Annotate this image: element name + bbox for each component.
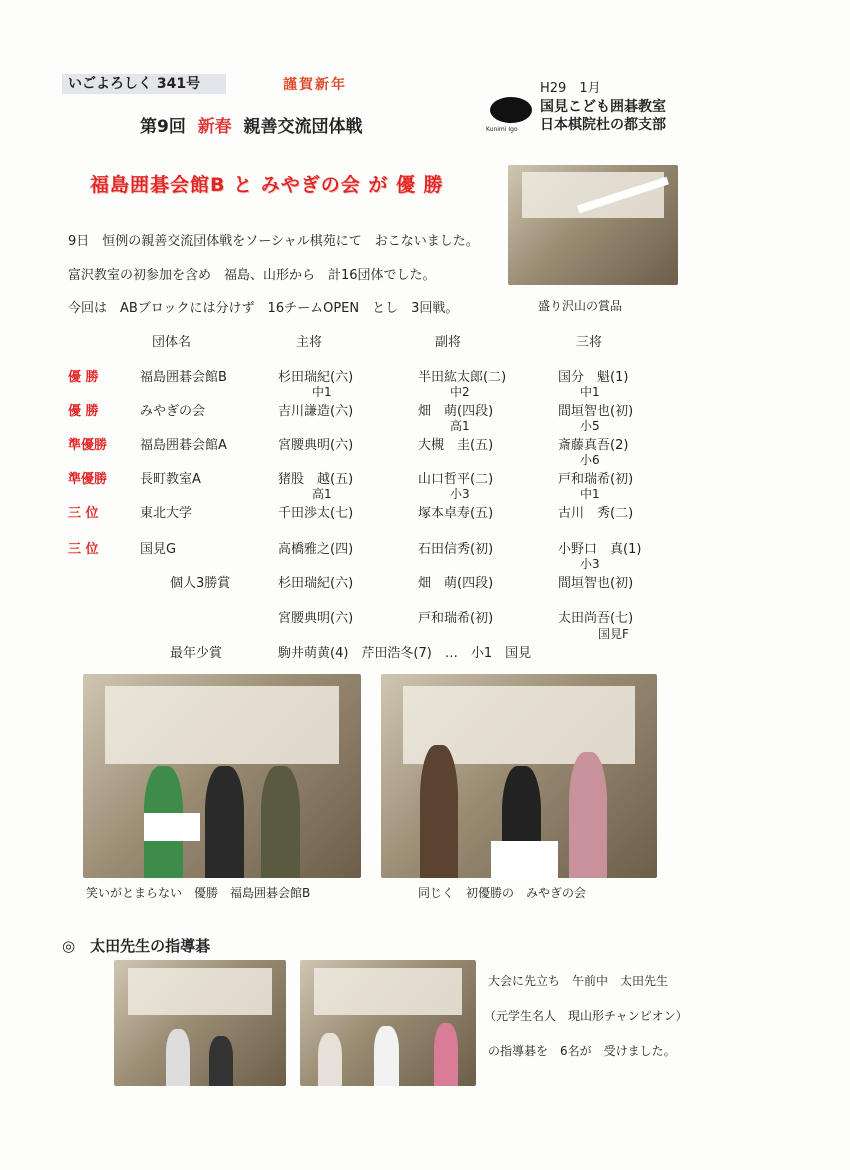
third-grade: 小5 (580, 419, 600, 433)
teaching-line-2: （元学生名人 現山形チャンピオン） (484, 1009, 688, 1023)
third-player: 小野口 真(1) (558, 542, 642, 557)
captain: 高橋雅之(四) (278, 542, 354, 557)
team-name: 長町教室A (140, 472, 201, 487)
third-player: 斎藤真吾(2) (558, 438, 629, 453)
issue-label: いごよろしく 341号 (62, 74, 226, 94)
intro-line-1: 9日 恒例の親善交流団体戦をソーシャル棋苑にて おこないました。 (68, 234, 479, 249)
greeting: 謹賀新年 (283, 77, 347, 93)
captain-grade: 高1 (312, 487, 332, 501)
header-third: 三将 (576, 335, 603, 350)
captain-grade: 中1 (312, 385, 332, 399)
vice-captain: 石田信秀(初) (418, 542, 494, 557)
section-title: ◎ 太田先生の指導碁 (62, 937, 211, 955)
third-grade: 中1 (580, 487, 600, 501)
captain: 千田渉太(七) (278, 506, 354, 521)
captain: 猪股 越(五) (278, 472, 354, 487)
individual-note: 国見F (598, 627, 629, 641)
winners-photo-fukushima (83, 674, 361, 878)
third-grade: 中1 (580, 385, 600, 399)
title-post: 親善交流団体戦 (243, 117, 363, 137)
header-vice: 副将 (435, 335, 462, 350)
prizes-caption: 盛り沢山の賞品 (538, 299, 623, 313)
vice-captain: 畑 萌(四段) (418, 404, 494, 419)
rank-label: 優 勝 (68, 404, 99, 419)
rank-label: 三 位 (68, 506, 99, 521)
club-name-2: 日本棋院杜の都支部 (540, 117, 666, 133)
date: H29 1月 (540, 81, 601, 96)
page-title (140, 112, 363, 137)
team-name: 福島囲碁会館B (140, 370, 227, 385)
youngest-award-text: 駒井萌黄(4) 芹田浩冬(7) … 小1 国見 (278, 646, 532, 661)
individual-award-label: 個人3勝賞 (170, 576, 231, 591)
vice-grade: 高1 (450, 419, 470, 433)
rank-label: 三 位 (68, 542, 99, 557)
third-player: 戸和瑞希(初) (558, 472, 634, 487)
teaching-photo-1 (114, 960, 286, 1086)
teaching-line-3: の指導碁を 6名が 受けました。 (488, 1044, 676, 1058)
header-team: 団体名 (152, 335, 192, 350)
kunimi-logo (490, 97, 532, 123)
captain: 宮腰典明(六) (278, 438, 354, 453)
third-grade: 小3 (580, 557, 600, 571)
vice-captain: 大槻 圭(五) (418, 438, 494, 453)
winners-photo-miyagi (381, 674, 657, 878)
vice-captain: 塚本卓寿(五) (418, 506, 494, 521)
individual-vice: 戸和瑞希(初) (418, 611, 494, 626)
rank-label: 準優勝 (68, 438, 108, 453)
team-name: 国見G (140, 542, 177, 557)
rank-label: 準優勝 (68, 472, 108, 487)
individual-third: 太田尚吾(七) (558, 611, 634, 626)
teaching-line-1: 大会に先立ち 午前中 太田先生 (488, 974, 669, 988)
third-player: 国分 魁(1) (558, 370, 629, 385)
rank-label: 優 勝 (68, 370, 99, 385)
third-grade: 小6 (580, 453, 600, 467)
prizes-photo (508, 165, 678, 285)
individual-captain: 杉田瑞紀(六) (278, 576, 354, 591)
third-player: 古川 秀(二) (558, 506, 634, 521)
individual-vice: 畑 萌(四段) (418, 576, 494, 591)
club-name-1: 国見こども囲碁教室 (540, 99, 666, 115)
vice-captain: 半田紘太郎(二) (418, 370, 507, 385)
individual-third: 間垣智也(初) (558, 576, 634, 591)
title-red: 新春 (197, 117, 232, 137)
teaching-photo-2 (300, 960, 476, 1086)
youngest-award-label: 最年少賞 (170, 646, 223, 661)
third-player: 間垣智也(初) (558, 404, 634, 419)
vice-grade: 中2 (450, 385, 470, 399)
captain: 吉川謙造(六) (278, 404, 354, 419)
individual-captain: 宮腰典明(六) (278, 611, 354, 626)
team-name: 福島囲碁会館A (140, 438, 227, 453)
headline: 福島囲碁会館B と みやぎの会 が 優 勝 (90, 174, 444, 196)
winners-caption-miyagi: 同じく 初優勝の みやぎの会 (418, 886, 587, 900)
vice-grade: 小3 (450, 487, 470, 501)
title-pre: 第9回 (140, 117, 186, 137)
intro-line-3: 今回は ABブロックには分けず 16チームOPEN とし 3回戦。 (68, 301, 459, 316)
header-captain: 主将 (296, 335, 323, 350)
intro-line-2: 富沢教室の初参加を含め 福島、山形から 計16団体でした。 (68, 268, 436, 283)
winners-caption-fukushima: 笑いがとまらない 優勝 福島囲碁会館B (86, 886, 311, 900)
logo-caption: Kunimi Igo (486, 126, 518, 133)
team-name: 東北大学 (140, 506, 193, 521)
vice-captain: 山口哲平(二) (418, 472, 494, 487)
captain: 杉田瑞紀(六) (278, 370, 354, 385)
team-name: みやぎの会 (140, 404, 206, 419)
